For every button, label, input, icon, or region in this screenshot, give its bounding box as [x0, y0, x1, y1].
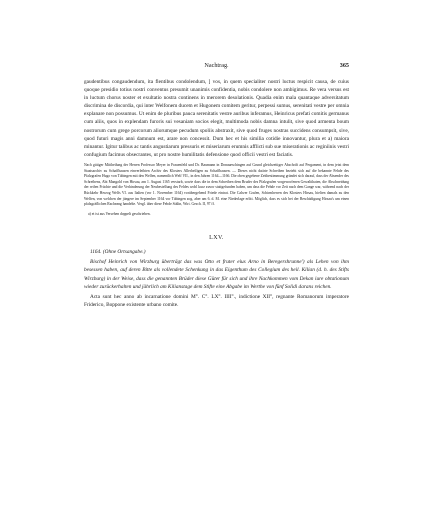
entry-heading — [84, 248, 349, 256]
entry-summary: Bischof Heinrich von Wirzburg überträgt das was Otto et fruter eius Arno in Beregershrunne') als Lehen von ihm besessen haben, auf deren Bitte als vollendete Schenkung in das Eigenthum des Collegium des heil. Kilian (d. h. des Stifts Wirzburg) in der Weise, dass die genannten Brüder diese Güter für sich und ihre Nachkommen vom Dekan iure obtationum wieder zurückerhalten und jährlich am Kilianstage dem Stifte eine Abgabe im Werthe von fünf Solidi darans reichen. — [84, 259, 349, 290]
footnote: a) et ist aus Versehen doppelt geschrieben. — [88, 211, 151, 216]
section-number: LXV. — [209, 235, 224, 242]
entry-date: 1164. — [90, 249, 102, 256]
page-number: 365 — [339, 62, 349, 69]
document-page — [84, 62, 349, 482]
entry-place: (Ohne Ortsangabe.) — [102, 249, 146, 256]
charter-text: Acta sunt hec anno ab incarnatione domini M°. C°. LX°. IIII°., indictione XII°, regnante Romanorum imperatore Friderico, Boppone existente urbano comite. — [84, 293, 349, 308]
running-title: Nachtrag. — [204, 62, 229, 69]
editorial-notes: Nach gütiger Mittheilung der Herren Professor Meyer in Frauenfeld und Dr. Baumann in Donaueschingen auf Grund gleichzeitiger Abschrift auf Pergament, in dem jetzt dem Staatsarchiv zu Schaffhausen einverleibten Archiv des Klosters Allerheiligen zu Schaffhausen. — Dieses nicht datirte Schreiben bezieht sich auf die bekannte Fehde des Pfalzgrafen Hugo von Tübingen mit den Welfen, namentlich Welf VII., in den Jahren 1164—1166. Die oben gegebene Zeitbestimmung gründet sich darauf, dass der Absender des Schreibens, Abt Mangold von Hirsau, am 1. August 1165 verstarb, sowie dass die in dem Schreiben dem Bruder des Pfalzgrafen vorgeworfenen Gewaltthaten, die Abschneidung der reifen Früchte und die Verhinderung der Neubestellung des Feldes wohl kurz zuvor stattgefunden haben, um dass die Fehde vor Zeit nach dem Gange war, während nach der Rückkehr Herzog Welfs VI. aus Italien (vor 1. November 1164) vorübergehend Friede eintrat. Die Calwer Grafen, Schirmherren des Klosters Hirsau, hielten damals zu den Welfen, von welchen der jüngere im September 1164 vor Tübingen zog, aber am 6. d. M. eine Niederlage erlitt. Möglich, dass es sich bei der Beschädigung Hirsau's um einen pfalzgräflichen Racheang handelte. Vergl. über diese Fehde Stälin, Wirt. Gesch. II, 97 ff. — [84, 162, 349, 207]
letter-body-text: gaudentibus congaudendum, ita flentibus condolendum, ] vos, in quem specialiter nostri luctus respicit causa, de cuius quoque presidio totius nostri conventus presumit unanimis confidentia, nobis condolere non ambigimus. Re vera versus est in luctum chorus noster et exultatio nostra continens in merorem desolationis. Quadia enim mala quantaque adversitatum discrimina de discordia, qui inter Welfonem ducem et Hugonem comitem geritur, perpessi sumus, serenitati vestre per omnia explanare non possumus. Ut enim de pluribus pauca serenitatis vestre auribus inferamus, Heinricus prefati comitis germanus cum aliis, quos in explendam furoris sui vesaniam socios elegit, multimoda nobis damna intulit, sive quod armenta boum nostrorum cum grege porcorum aliorumque pecudum spoliis abstraxit, sive quod fruges nostras succidens consumpsit, sive, quod futuri magis anni damnum est, arare non concessit. Dum hec et his similia cotidie innovantur, plura et a) maiora minantur. Igitur talibus ac tantis angustiarum pressuris et miseriarum erumnis afflicti sub sue miserationis ac reginiinis vestri confugium facimus obsecrantes, ut pro nostre humilitatis defensione quod officii vestri est faciatis. — [84, 79, 349, 158]
page-header — [84, 62, 349, 74]
